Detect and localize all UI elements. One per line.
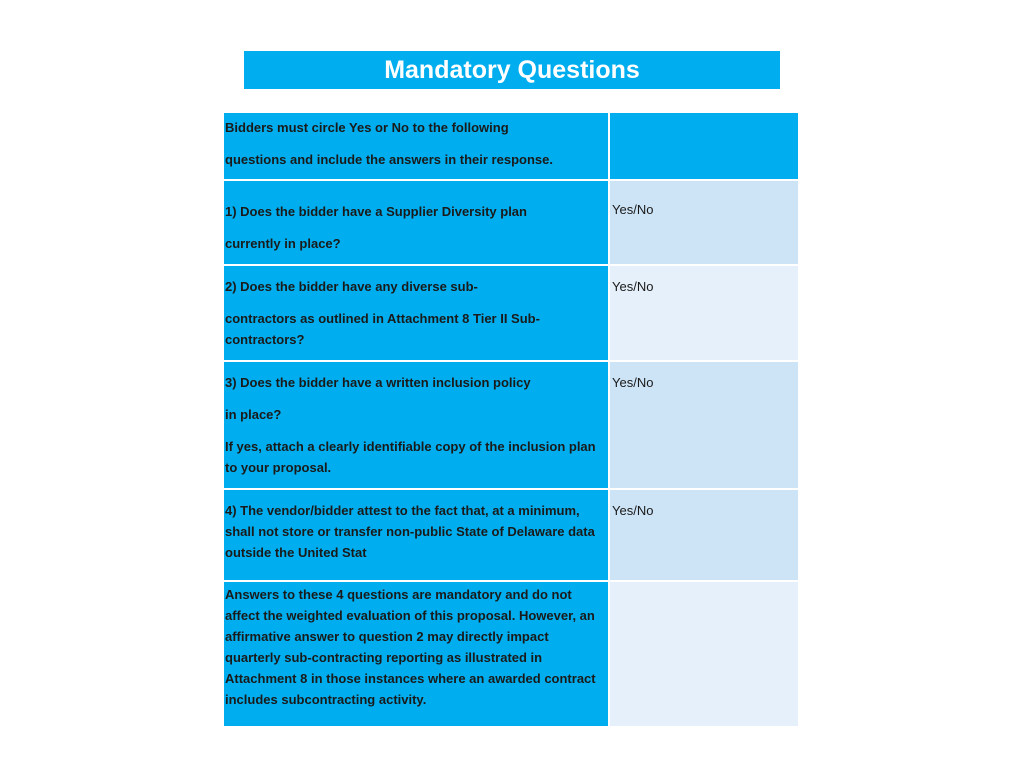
instructions-line-2: questions and include the answers in their response. (225, 152, 553, 167)
question-4-answer[interactable] (609, 489, 799, 581)
yes-no-option[interactable]: Yes/No (612, 375, 654, 390)
question-3-note: If yes, attach a clearly identifiable copy of the inclusion plan to your proposal. (225, 439, 596, 475)
question-4-cell (223, 489, 609, 581)
question-1-text: 1) Does the bidder have a Supplier Diversity plan (225, 204, 527, 219)
question-row-2 (223, 265, 799, 361)
title-banner (244, 51, 780, 89)
question-2-cell (223, 265, 609, 361)
question-1-cell (223, 180, 609, 265)
footer-row (223, 581, 799, 727)
footer-note: Answers to these 4 questions are mandatory and do not affect the weighted evaluation of this proposal. However, an affirmative answer to question 2 may directly impact quarterly sub-contracting reporting as illustrated in Attachment 8 in those instances where an awarded contract includes subcontracting activity. (225, 587, 596, 707)
question-3-cell (223, 361, 609, 489)
instructions-line-1: Bidders must circle Yes or No to the following (225, 120, 509, 135)
question-4-text: 4) The vendor/bidder attest to the fact that, at a minimum, shall not store or transfer non-public State of Delaware data outside the United Stat (225, 503, 595, 560)
question-2-answer[interactable] (609, 265, 799, 361)
page-title: Mandatory Questions (384, 55, 640, 84)
instructions-cell (223, 112, 609, 180)
question-row-1 (223, 180, 799, 265)
question-1-text-cont: currently in place? (225, 236, 341, 251)
footer-note-cell (223, 581, 609, 727)
questions-table (222, 111, 800, 728)
yes-no-option[interactable]: Yes/No (612, 503, 654, 518)
header-answer-cell (609, 112, 799, 180)
question-row-4 (223, 489, 799, 581)
question-2-text-cont: contractors as outlined in Attachment 8 Tier II Sub-contractors? (225, 311, 540, 347)
question-3-text: 3) Does the bidder have a written inclusion policy (225, 375, 531, 390)
table-header-row (223, 112, 799, 180)
question-3-text-cont: in place? (225, 407, 282, 422)
yes-no-option[interactable]: Yes/No (612, 279, 654, 294)
footer-answer-cell (609, 581, 799, 727)
question-3-answer[interactable] (609, 361, 799, 489)
question-row-3 (223, 361, 799, 489)
question-2-text: 2) Does the bidder have any diverse sub- (225, 279, 478, 294)
yes-no-option[interactable]: Yes/No (612, 202, 654, 217)
question-1-answer[interactable] (609, 180, 799, 265)
